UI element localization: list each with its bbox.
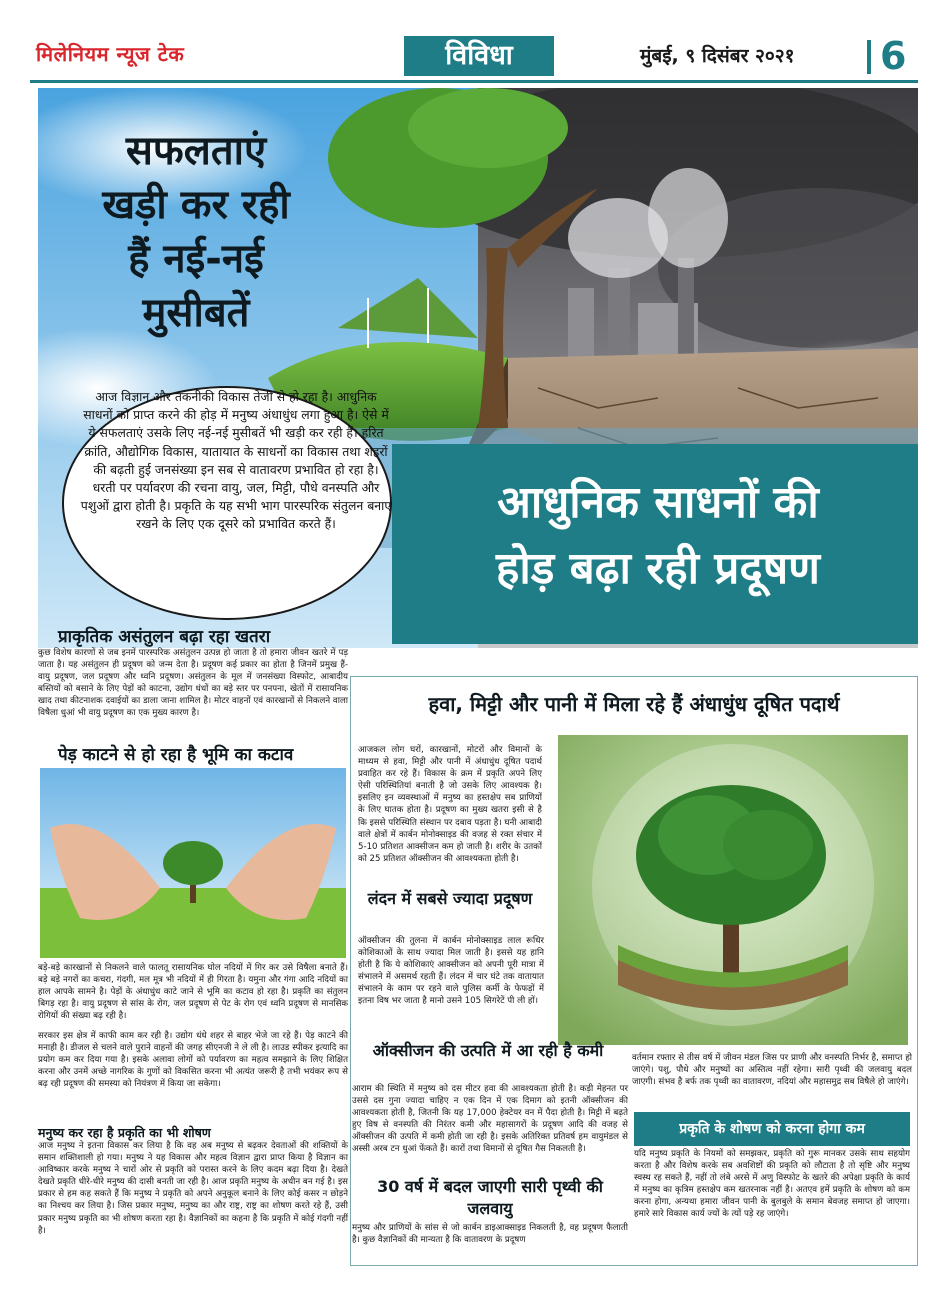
pollution-paragraph: आजकल लोग घरों, कारखानों, मोटरों और विमानों के माध्यम से हवा, मिट्टी और पानी में अंधाधुंध दूषित पदार्थ प्रवाहित कर रहे हैं। विकास के क्रम में प्रकृति अपने लिए ऐसी परिस्थितियां बनाती है जो उसके लिए आवश्यक है। इसलिए इन व्यवस्थाओं में मनुष्य का हस्तक्षेप सब प्राणियों के लिए घातक होता है। प्रदूषण का मुख्य खतरा इसी से है कि इससे परिस्थिति संस्थान पर दबाव पड़ता है। घनी आबादी वाले क्षेत्रों में कार्बन मोनोक्साइड की वजह से रक्त संचार में 5-10 प्रतिशत आक्सीजन कम हो जाती है। शरीर के उतकों को 25 प्रतिशत ऑक्सीजन की आवश्यकता होती है। (358, 745, 542, 864)
exploit-paragraph: आज मनुष्य ने इतना विकास कर लिया है कि वह अब मनुष्य से बढ़कर देवताओं की शक्तियों के समान शक्तिशाली हो गया। मनुष्य ने यह विकास और महत्व विज्ञान द्वारा प्राप्त किया है विज्ञान का आविष्कार करके मनुष्य ने चारों ओर से प्रकृति को परास्त करने के लिए कदम बढ़ा दिया है। देखते देखते प्रकृति धीरे-धीरे मनुष्य की दासी बनती जा रही है। आज प्रकृति मनुष्य के अधीन बन गई है। इस प्रकार से हम कह सकते हैं कि मनुष्य ने प्रकृति को अपने अनुकूल बनाने के लिए कोई कसर न छोड़ने का निश्चय कर लिया है। जिस प्रकार मनुष्य, मनुष्य का और राष्ट्र, राष्ट्र का शोषण करते रहे हैं, उसी प्रकार मनुष्य प्रकृति का भी शोषण करता रहा है। वैज्ञानिकों का कहना है कि प्रकृति में कोई गंदगी नहीं है। (38, 1141, 348, 1236)
main-headline (398, 470, 918, 602)
hero-headline (48, 124, 344, 340)
thirty-years-paragraph: मनुष्य और प्राणियों के सांस से जो कार्बन डाइआक्साइड निकलती है, वह प्रदूषण फैलाती है। कुछ वैज्ञानिकों की मान्यता है कि वातावरण के प्रदूषण (352, 1223, 628, 1246)
publication-name: मिलेनियम न्यूज टेक (36, 42, 185, 66)
pollution-heading: हवा, मिट्टी और पानी में मिला रहे हैं अंधाधुंध दूषित पदार्थ (428, 692, 840, 716)
tree-in-glass-globe-image (558, 735, 908, 1045)
reduce-exploitation-paragraph: यदि मनुष्य प्रकृति के नियमों को समझकर, प्रकृति को गुरू मानकर उसके साथ सहयोग करता है और विशेष करके सब अवशिष्टों की प्रकृति को लौटाता है तो सृष्टि और मनुष्य स्वस्थ रह सकते हैं, नहीं तो लंबे अरसे में अणु विस्फोट के खतरे की अपेक्षा प्रकृति के कार्य में मनुष्य का कृत्रिम हस्तक्षेप कम खतरनाक नहीं है। अतएव हमें प्रकृति के शोषण को कम करना होगा, अन्यथा हमारा जीवन पानी के बुलबुले के समान बेवजह समाप्त हो जाएगा। हमारे सारे विकास कार्य ज्यों के त्यों पड़े रह जाएंगे। (634, 1149, 910, 1220)
intro-paragraph: आज विज्ञान और तकनीकी विकास तेजी से हो रहा है। आधुनिक साधनों को प्राप्त करने की होड़ में मनुष्य अंधाधुंध लगा हुआ है। ऐसे में ये सफलताएं उसके लिए नई-नई मुसीबतें भी खड़ी कर रही हैं। हरित क्रांति, औद्योगिक विकास, यातायात के साधनों का विकास तथा शहरों की बढ़ती हुई जनसंख्या इन सब से वातावरण प्रभावित हो रहा है। धरती पर पर्यावरण की रचना वायु, जल, मिट्टी, पौधे वनस्पति और पशुओं द्वारा होती है। प्रकृति के यह सभी भाग पारस्परिक संतुलन बनाए रखने के लिए एक दूसरे को प्रभावित करते हैं। (80, 389, 392, 532)
hands-protecting-tree-image (40, 768, 346, 958)
page-number-divider (867, 40, 871, 74)
erosion-paragraph-1: बड़े-बड़े कारखानों से निकलने वाले फालतू रासायनिक घोल नदियों में गिर कर उसे विषैला बनाते हैं। बड़े बड़े नगरों का कचरा, गंदगी, मल मूत्र भी नदियों में ही गिरता है। यमुना और गंगा आदि नदियों का हाल आपके सामने है। पेड़ों के अंधाधुंध काटे जाने से भूमि का कटाव हो रहा है। प्रकृति का संतुलन बिगड़ रहा है। वायु प्रदूषण से सांस के रोग, जल प्रदूषण से पेट के रोग एवं ध्वनि प्रदूषण से मानसिक रोगियों की संख्या बढ़ रही है। (38, 963, 348, 1022)
london-paragraph: ऑक्सीजन की तुलना में कार्बन मोनोक्साइड लाल रूधिर कोशिकाओं के साथ ज्यादा मिल जाती है। इससे यह हानि होती है कि ये कोशिकाएं आक्सीजन को अपनी पूरी मात्रा में संभालने में असमर्थ रहती हैं। लंदन में चार घंटे तक वातायात संभालने के काम पर रहने वाले पुलिस कर्मी के फेफड़ों में इतना विष भर जाता है मानो उसने 105 सिगरेटें पी ली हों। (358, 936, 544, 1007)
exploit-heading: मनुष्य कर रहा है प्रकृति का भी शोषण (38, 1125, 211, 1140)
reduce-exploitation-heading: प्रकृति के शोषण को करना होगा कम (634, 1112, 910, 1146)
thirty-years-heading: 30 वर्ष में बदल जाएगी सारी पृथ्वी की जलवायु (377, 1177, 603, 1218)
erosion-heading: पेड़ काटने से हो रहा है भूमि का कटाव (58, 745, 294, 765)
imbalance-paragraph: कुछ विशेष कारणों से जब इनमें पारस्परिक असंतुलन उत्पन्न हो जाता है तो हमारा जीवन खतरे में पड़ जाता है। यह असंतुलन ही प्रदूषण को जन्म देता है। प्रदूषण कई प्रकार का होता है जिनमें प्रमुख हैं- वायु प्रदूषण, जल प्रदूषण और ध्वनि प्रदूषण। असंतुलन के मूल में जनसंख्या विस्फोट, आबादीय बस्तियों को बसाने के लिए पेड़ों को काटना, उद्योग धंधों का बड़े स्तर पर पनपना, खेतों में रासायनिक खाद तथा कीटनाशक दवाईयों का डाला जाना शामिल है। मोटर वाहनों एवं कारखानों से निकलने वाला विषैला धुआं भी वायु प्रदूषण का एक मुख्य कारण है। (38, 648, 348, 719)
hands-tree-photo (40, 768, 346, 958)
hero-headline-line: सफलताएं (125, 128, 267, 174)
hero-headline-line: मुसीबतें (142, 290, 250, 336)
header-rule (30, 80, 918, 83)
current-pace-paragraph: वर्तमान रफ्तार से तीस वर्ष में जीवन मंडल जिस पर प्राणी और वनस्पति निर्भर है, समाप्त हो जाएंगे। पशु, पौधे और मनुष्यों का अस्तित्व नहीं रहेगा। सारी पृथ्वी की जलवायु बदल जाएगी। संभव है बर्फ तक पृथ्वी का वातावरण, नदियां और महासमुद्र सब विषैले हो जाएंगे। (632, 1053, 912, 1088)
page-number: 6 (880, 34, 907, 78)
imbalance-heading: प्राकृतिक असंतुलन बढ़ा रहा खतरा (58, 627, 271, 647)
oxygen-heading: ऑक्सीजन की उत्पति में आ रही है कमी (372, 1041, 604, 1060)
erosion-paragraph-2: सरकार इस क्षेत्र में काफी काम कर रही है। उद्योग धंधे शहर से बाहर भेजे जा रहे हैं। पेड़ काटने की मनाही है। डीजल से चलने वाले पुराने वाहनों की जगह सीएनजी ने ले ली है। लाउड स्पीकर इत्यादि का प्रयोग कम कर दिया गया है। इसके अलावा लोगों को पर्यावरण का महत्व समझाने के लिए शिक्षित करना और उनमें अच्छे नागरिक के गुणों को विकसित करना भी अत्यंत जरूरी है तभी भयंकर रूप से बढ़ रही प्रदूषण की समस्या को नियंत्रण में किया जा सकेगा। (38, 1031, 348, 1090)
london-heading: लंदन में सबसे ज्यादा प्रदूषण (367, 889, 533, 908)
main-headline-line: होड़ बढ़ा रही प्रदूषण (496, 543, 820, 594)
section-title: विविधा (404, 36, 554, 76)
hero-headline-line: हैं नई-नई (128, 236, 264, 282)
dateline: मुंबई, ९ दिसंबर २०२१ (640, 45, 795, 67)
oxygen-paragraph: आराम की स्थिति में मनुष्य को दस मीटर हवा की आवश्यकता होती है। कड़ी मेहनत पर उससे दस गुना ज्यादा चाहिए न एक दिन में एक दिमाग को इतनी ऑक्सीजन की आवश्यकता होती है, जितनी कि यह 17,000 हेक्टेयर वन में पैदा होती है। मिट्टी में बढ़ते हुए विष से वनस्पति की निरंतर कमी और महासागरों के प्रदूषण आदि की वजह से ऑक्सीजन की उत्पति में कमी होती जा रही है। इसके अतिरिक्त प्रतिवर्ष हम वायुमंडल से अस्सी अरब टन धुआं फेंकते हैं। कारों तथा विमानों से दूषित गैस निकलती है। (352, 1084, 628, 1155)
main-headline-line: आधुनिक साधनों की (497, 477, 819, 528)
hero-headline-line: खड़ी कर रही (102, 182, 290, 228)
